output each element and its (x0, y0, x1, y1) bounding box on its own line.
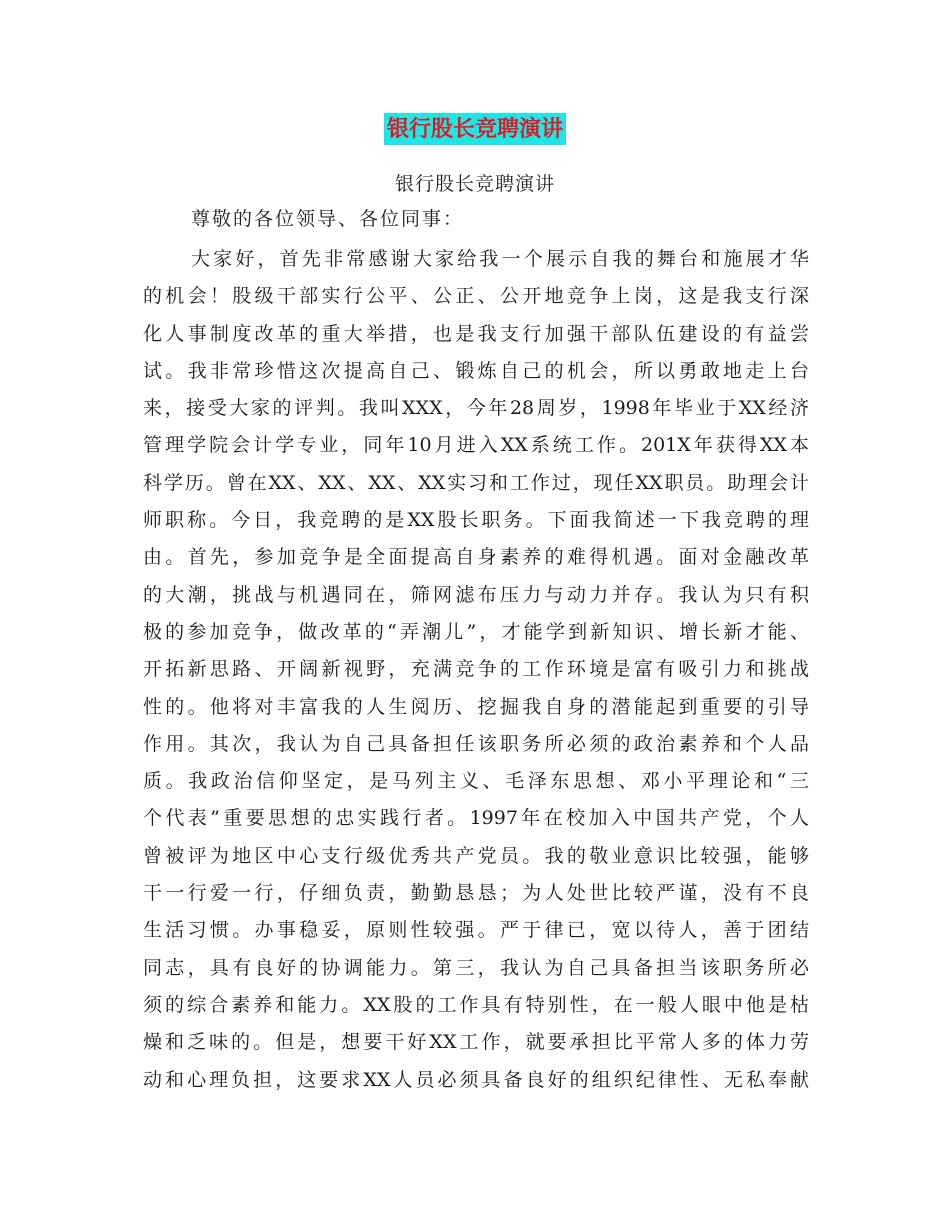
body-line: 作用。其次，我认为自己具备担任该职务所必须的政治素养和个人品 (143, 732, 809, 755)
body-line: 动和心理负担，这要求XX人员必须具备良好的组织纪律性、无私奉献 (143, 1068, 809, 1091)
body-line: 师职称。今日，我竞聘的是XX股长职务。下面我简述一下我竞聘的理 (143, 509, 809, 532)
body-line: 燥和乏味的。但是，想要干好XX工作，就要承担比平常人多的体力劳 (143, 1031, 809, 1054)
body-line: 的机会！股级干部实行公平、公正、公开地竞争上岗，这是我支行深 (143, 285, 809, 308)
body-line: 大家好，首先非常感谢大家给我一个展示自我的舞台和施展才华 (191, 248, 809, 270)
body-line: 个代表”重要思想的忠实践行者。1997年在校加入中国共产党，个人 (143, 807, 809, 830)
body-line: 来，接受大家的评判。我叫XXX，今年28周岁，1998年毕业于XX经济 (143, 397, 809, 420)
body-line: 的大潮，挑战与机遇同在，筛网滤布压力与动力并存。我认为只有积 (143, 583, 809, 606)
body-line: 须的综合素养和能力。XX股的工作具有特别性，在一般人眼中他是枯 (143, 993, 809, 1016)
document-title-highlight: 银行股长竞聘演讲 (384, 113, 566, 145)
body-line: 科学历。曾在XX、XX、XX、XX实习和工作过，现任XX职员。助理会计 (143, 471, 809, 494)
body-paragraph (143, 241, 809, 1099)
body-line: 性的。他将对丰富我的人生阅历、挖掘我自身的潜能起到重要的引导 (143, 695, 809, 718)
body-line: 开拓新思路、开阔新视野，充满竞争的工作环境是富有吸引力和挑战 (143, 658, 809, 681)
body-line: 由。首先，参加竞争是全面提高自身素养的难得机遇。面对金融改革 (143, 546, 809, 569)
body-line: 干一行爱一行，仔细负责，勤勤恳恳；为人处世比较严谨，没有不良 (143, 882, 809, 905)
document-title (0, 112, 950, 146)
body-line: 极的参加竞争，做改革的“弄潮儿”，才能学到新知识、增长新才能、 (143, 620, 809, 643)
body-line: 化人事制度改革的重大举措，也是我支行加强干部队伍建设的有益尝 (143, 322, 809, 345)
salutation: 尊敬的各位领导、各位同事： (191, 208, 465, 230)
document-subtitle: 银行股长竞聘演讲 (394, 173, 555, 195)
body-line: 同志，具有良好的协调能力。第三，我认为自己具备担当该职务所必 (143, 956, 809, 979)
body-line: 质。我政治信仰坚定，是马列主义、毛泽东思想、邓小平理论和“三 (143, 770, 809, 793)
body-line: 试。我非常珍惜这次提高自己、锻炼自己的机会，所以勇敢地走上台 (143, 359, 809, 382)
body-line: 生活习惯。办事稳妥，原则性较强。严于律已，宽以待人，善于团结 (143, 919, 809, 942)
body-line: 曾被评为地区中心支行级优秀共产党员。我的敬业意识比较强，能够 (143, 844, 809, 867)
body-line: 管理学院会计学专业，同年10月进入XX系统工作。201X年获得XX本 (143, 434, 809, 457)
